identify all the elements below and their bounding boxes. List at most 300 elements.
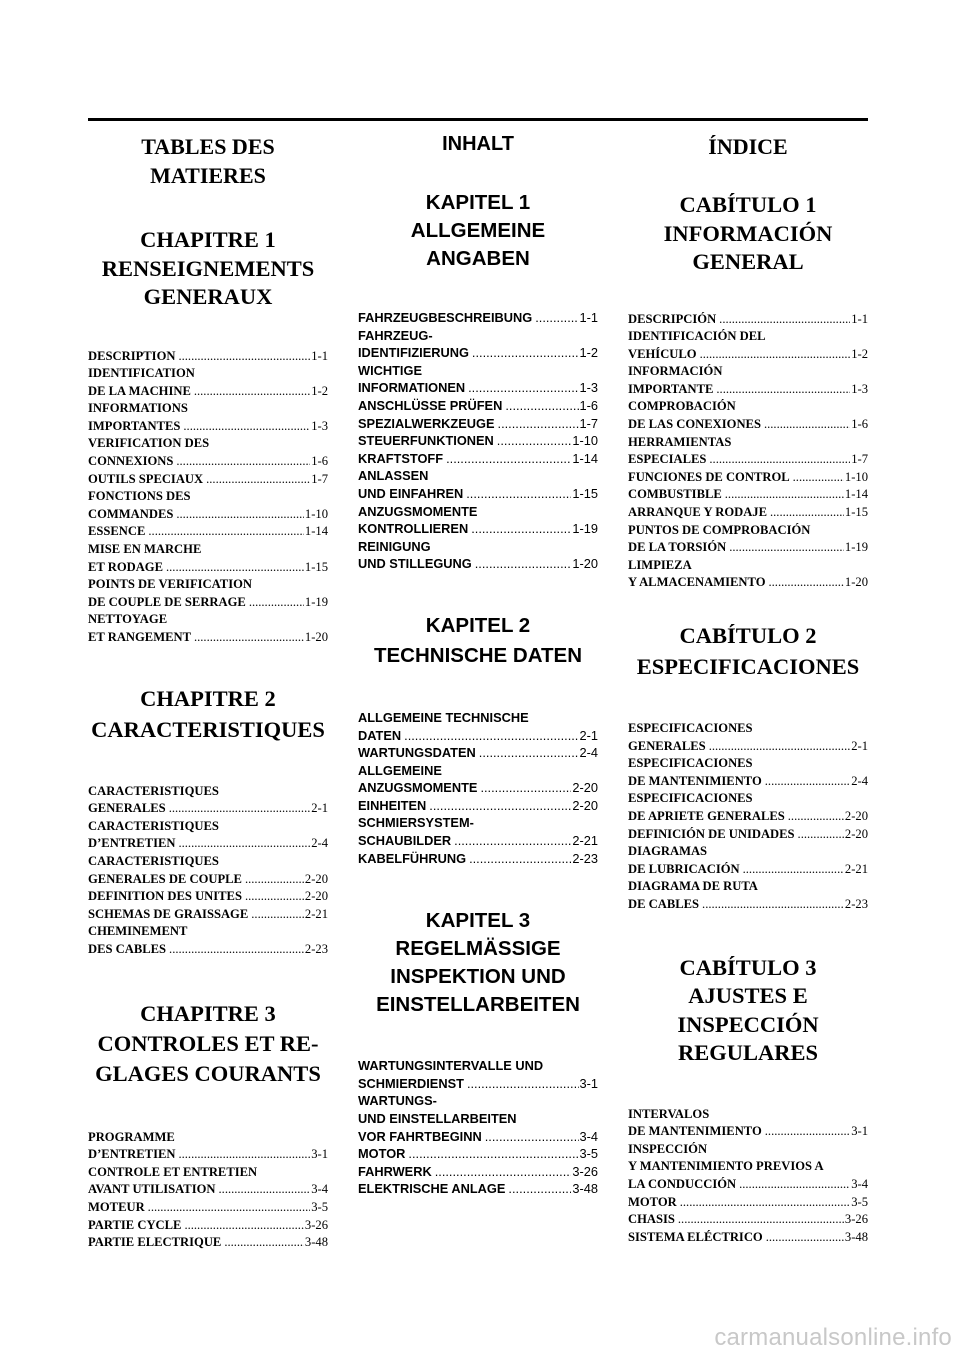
heading-line: CABÍTULO 3 bbox=[679, 954, 817, 980]
toc-entry[interactable] bbox=[628, 328, 868, 363]
leader-dots bbox=[178, 348, 310, 366]
entry-text: SPEZIALWERKZEUGE bbox=[358, 415, 495, 431]
chapter-2 bbox=[358, 611, 598, 867]
entry-text: CHEMINEMENT bbox=[88, 924, 188, 939]
leader-dots bbox=[245, 871, 304, 889]
entry-text: OUTILS SPECIAUX bbox=[88, 471, 204, 486]
page-number: 2-21 bbox=[844, 861, 868, 876]
leader-dots bbox=[739, 1176, 850, 1194]
page-number: 2-23 bbox=[572, 850, 598, 866]
toc-list bbox=[88, 348, 328, 647]
leader-dots bbox=[148, 523, 304, 541]
toc-entry[interactable] bbox=[628, 790, 868, 825]
toc-list bbox=[628, 311, 868, 593]
entry-text: SCHMIERDIENST bbox=[358, 1075, 464, 1091]
toc-entry[interactable] bbox=[358, 762, 598, 797]
page-number: 2-1 bbox=[851, 738, 868, 753]
toc-entry[interactable] bbox=[628, 486, 868, 504]
page-number: 3-48 bbox=[572, 1181, 598, 1197]
entry-text: PROGRAMME bbox=[88, 1129, 175, 1144]
entry-text: ANZUGSMOMENTE bbox=[358, 780, 478, 796]
page-number: 1-14 bbox=[304, 524, 328, 539]
toc-entry[interactable] bbox=[88, 1217, 328, 1235]
toc-entry[interactable] bbox=[628, 1229, 868, 1247]
page-number: 1-20 bbox=[844, 575, 868, 590]
leader-dots bbox=[700, 346, 851, 364]
toc-entry[interactable] bbox=[88, 1129, 328, 1164]
page-number: 1-3 bbox=[579, 380, 598, 396]
leader-dots bbox=[169, 800, 311, 818]
entry-text: PUNTOS DE COMPROBACIÓN bbox=[628, 522, 811, 537]
page-number: 1-20 bbox=[572, 556, 598, 572]
toc-entry[interactable] bbox=[88, 576, 328, 611]
leader-dots bbox=[166, 559, 304, 577]
leader-dots bbox=[702, 896, 844, 914]
toc-entry[interactable] bbox=[88, 1199, 328, 1217]
chapter-1 bbox=[88, 226, 328, 647]
toc-entry[interactable] bbox=[88, 906, 328, 924]
entry-text: INFORMATIONEN bbox=[358, 380, 466, 396]
chapter-3 bbox=[358, 907, 598, 1198]
entry-text: DE LA MACHINE bbox=[88, 383, 191, 398]
page-number: 1-6 bbox=[851, 417, 868, 432]
toc-entry[interactable] bbox=[628, 878, 868, 913]
leader-dots bbox=[184, 1217, 303, 1235]
page-number: 1-3 bbox=[311, 418, 328, 433]
toc-entry[interactable] bbox=[358, 327, 598, 362]
page-number: 1-2 bbox=[851, 346, 868, 361]
leader-dots bbox=[764, 416, 850, 434]
toc-entry[interactable] bbox=[358, 797, 598, 815]
toc-entry[interactable] bbox=[88, 888, 328, 906]
entry-text: GENERALES bbox=[628, 738, 706, 753]
toc-entry[interactable] bbox=[358, 450, 598, 468]
leader-dots bbox=[498, 415, 579, 433]
chapter-2 bbox=[88, 683, 328, 959]
toc-entry[interactable] bbox=[88, 1234, 328, 1252]
entry-text: SISTEMA ELÉCTRICO bbox=[628, 1229, 763, 1244]
leader-dots bbox=[194, 383, 310, 401]
page-number: 2-4 bbox=[311, 836, 328, 851]
heading-line: CARACTERISTIQUES bbox=[91, 716, 325, 742]
entry-text: LIMPIEZA bbox=[628, 557, 692, 572]
column-french bbox=[88, 126, 328, 1252]
leader-dots bbox=[468, 379, 578, 397]
entry-text: VERIFICATION DES bbox=[88, 436, 210, 451]
toc-entry[interactable] bbox=[88, 541, 328, 576]
heading-line: AJUSTES E bbox=[688, 983, 808, 1009]
leader-dots bbox=[716, 381, 850, 399]
page-number: 1-15 bbox=[304, 559, 328, 574]
leader-dots bbox=[472, 344, 579, 362]
heading-line: GENERAUX bbox=[143, 284, 273, 309]
entry-text: ESPECIFICACIONES bbox=[628, 721, 753, 735]
leader-dots bbox=[194, 629, 304, 647]
entry-text: STEUERFUNKTIONEN bbox=[358, 433, 494, 449]
page-number: 2-4 bbox=[851, 773, 868, 788]
chapter-heading bbox=[88, 226, 328, 312]
entry-text: CARACTERISTIQUES bbox=[88, 818, 219, 833]
leader-dots bbox=[793, 469, 844, 487]
page-number: 1-6 bbox=[311, 454, 328, 469]
entry-text: ALLGEMEINE TECHNISCHE bbox=[358, 709, 529, 725]
column-title bbox=[628, 132, 868, 161]
heading-line: GLAGES COURANTS bbox=[95, 1060, 321, 1086]
entry-text: LA CONDUCCIÓN bbox=[628, 1176, 737, 1191]
chapter-3 bbox=[628, 954, 868, 1247]
chapter-3 bbox=[88, 999, 328, 1252]
toc-list bbox=[628, 720, 868, 914]
toc-entry[interactable] bbox=[358, 1092, 598, 1145]
entry-text: FAHRWERK bbox=[358, 1163, 432, 1179]
page-number: 1-10 bbox=[572, 433, 598, 449]
entry-text: DE LAS CONEXIONES bbox=[628, 417, 761, 432]
heading-line: INFORMACIÓN bbox=[663, 220, 833, 246]
leader-dots bbox=[148, 1199, 311, 1217]
entry-text: FUNCIONES DE CONTROL bbox=[628, 469, 790, 484]
page-number: 1-2 bbox=[311, 383, 328, 398]
page-number: 3-4 bbox=[851, 1176, 868, 1191]
page-number: 2-1 bbox=[579, 727, 598, 743]
entry-text: WARTUNGS- bbox=[358, 1093, 437, 1109]
toc-entry[interactable] bbox=[628, 1211, 868, 1229]
toc-entry[interactable] bbox=[628, 720, 868, 755]
toc-entry[interactable] bbox=[358, 1163, 598, 1181]
entry-text: CONTROLE ET ENTRETIEN bbox=[88, 1164, 258, 1179]
page-number: 1-10 bbox=[304, 506, 328, 521]
entry-text: ARRANQUE Y RODAJE bbox=[628, 505, 767, 520]
toc-entry[interactable] bbox=[628, 522, 868, 557]
toc-entry[interactable] bbox=[628, 434, 868, 469]
heading-line: KAPITEL 2 bbox=[425, 613, 531, 637]
leader-dots bbox=[480, 779, 571, 797]
toc-entry[interactable] bbox=[88, 523, 328, 541]
entry-text: D’ENTRETIEN bbox=[88, 836, 176, 851]
toc-entry[interactable] bbox=[628, 843, 868, 878]
toc-entry[interactable] bbox=[628, 755, 868, 790]
leader-dots bbox=[766, 1229, 844, 1247]
page-number: 2-21 bbox=[572, 833, 598, 849]
leader-dots bbox=[719, 311, 850, 329]
toc-entry[interactable] bbox=[358, 503, 598, 538]
page-number: 1-15 bbox=[844, 505, 868, 520]
entry-text: Y ALMACENAMIENTO bbox=[628, 575, 766, 590]
chapter-heading bbox=[88, 999, 328, 1089]
toc-entry[interactable] bbox=[358, 1057, 598, 1092]
leader-dots bbox=[765, 773, 850, 791]
leader-dots bbox=[446, 450, 571, 468]
page-number: 3-4 bbox=[579, 1128, 598, 1144]
leader-dots bbox=[788, 808, 844, 826]
entry-text: ANSCHLÜSSE PRÜFEN bbox=[358, 397, 503, 413]
toc-list bbox=[628, 1106, 868, 1247]
entry-text: SCHMIERSYSTEM- bbox=[358, 815, 474, 831]
toc-list bbox=[88, 783, 328, 959]
toc-entry[interactable] bbox=[358, 744, 598, 762]
heading-line: CABÍTULO 1 bbox=[679, 192, 817, 217]
leader-dots bbox=[743, 861, 844, 879]
toc-entry[interactable] bbox=[88, 1164, 328, 1199]
chapter-2 bbox=[628, 620, 868, 914]
leader-dots bbox=[770, 504, 844, 522]
entry-text: ET RANGEMENT bbox=[88, 630, 191, 644]
toc-entry[interactable] bbox=[628, 826, 868, 844]
heading-line: KAPITEL 3 bbox=[425, 909, 531, 933]
heading-line: INSPEKTION UND bbox=[390, 965, 566, 989]
leader-dots bbox=[176, 453, 310, 471]
page-number: 1-7 bbox=[311, 471, 328, 486]
heading-line: GENERAL bbox=[692, 249, 804, 274]
heading-line: CONTROLES ET RE- bbox=[97, 1030, 319, 1056]
entry-text: MOTEUR bbox=[88, 1199, 145, 1214]
leader-dots bbox=[535, 309, 578, 327]
leader-dots bbox=[219, 1181, 311, 1199]
leader-dots bbox=[404, 727, 578, 745]
entry-text: ANZUGSMOMENTE bbox=[358, 503, 478, 519]
heading-line: EINSTELLARBEITEN bbox=[376, 993, 580, 1017]
entry-text: WARTUNGSDATEN bbox=[358, 745, 476, 761]
leader-dots bbox=[249, 594, 304, 612]
entry-text: COMMANDES bbox=[88, 506, 174, 521]
entry-text: ELEKTRISCHE ANLAGE bbox=[358, 1181, 506, 1197]
entry-text: DEFINICIÓN DE UNIDADES bbox=[628, 826, 795, 841]
toc-list bbox=[358, 309, 598, 573]
entry-text: EINHEITEN bbox=[358, 797, 427, 813]
page-number: 2-20 bbox=[304, 871, 328, 886]
leader-dots bbox=[765, 1123, 850, 1141]
entry-text: DEFINITION DES UNITES bbox=[88, 889, 242, 904]
chapter-heading bbox=[358, 189, 598, 273]
entry-text: SCHEMAS DE GRAISSAGE bbox=[88, 906, 249, 921]
page-number: 2-21 bbox=[304, 906, 328, 921]
entry-text: DE COUPLE DE SERRAGE bbox=[88, 594, 246, 609]
page-number: 1-1 bbox=[851, 311, 868, 326]
toc-entry[interactable] bbox=[88, 471, 328, 489]
leader-dots bbox=[224, 1234, 304, 1252]
page-number: 1-19 bbox=[844, 540, 868, 555]
leader-dots bbox=[467, 1075, 579, 1093]
toc-entry[interactable] bbox=[358, 814, 598, 849]
page-number: 2-20 bbox=[572, 780, 598, 796]
toc-entry[interactable] bbox=[358, 415, 598, 433]
entry-text: KRAFTSTOFF bbox=[358, 450, 444, 466]
heading-line: CABÍTULO 2 bbox=[679, 623, 817, 648]
chapter-heading bbox=[628, 191, 868, 277]
page-number: 3-48 bbox=[304, 1235, 328, 1250]
toc-entry[interactable] bbox=[628, 504, 868, 522]
leader-dots bbox=[176, 506, 304, 524]
entry-text: COMBUSTIBLE bbox=[628, 487, 722, 502]
page-number: 3-26 bbox=[304, 1217, 328, 1232]
leader-dots bbox=[471, 520, 571, 538]
column-spanish bbox=[628, 126, 868, 1246]
leader-dots bbox=[429, 797, 571, 815]
entry-text: UND STILLEGUNG bbox=[358, 556, 472, 572]
heading-line: CHAPITRE 1 bbox=[140, 227, 276, 252]
page-number: 1-14 bbox=[572, 450, 598, 466]
entry-text: INFORMATIONS bbox=[88, 401, 188, 416]
page-number: 1-14 bbox=[844, 487, 868, 502]
toc-entry[interactable] bbox=[88, 783, 328, 818]
entry-text: INTERVALOS bbox=[628, 1106, 710, 1121]
leader-dots bbox=[466, 485, 571, 503]
heading-line: CHAPITRE 2 bbox=[140, 685, 276, 711]
leader-dots bbox=[206, 471, 310, 489]
toc-list bbox=[88, 1129, 328, 1252]
entry-text: DE MANTENIMIENTO bbox=[628, 1124, 762, 1139]
toc-entry[interactable] bbox=[358, 362, 598, 397]
page-number: 1-15 bbox=[572, 485, 598, 501]
page-number: 2-20 bbox=[844, 826, 868, 841]
toc-entry[interactable] bbox=[628, 1106, 868, 1141]
leader-dots bbox=[680, 1194, 850, 1212]
page-number: 1-10 bbox=[844, 469, 868, 484]
leader-dots bbox=[725, 486, 844, 504]
toc-entry[interactable] bbox=[358, 467, 598, 502]
entry-text: MOTOR bbox=[358, 1146, 406, 1162]
entry-text: SCHAUBILDER bbox=[358, 833, 452, 849]
page-number: 2-1 bbox=[311, 801, 328, 816]
leader-dots bbox=[169, 941, 304, 959]
heading-line: TECHNISCHE DATEN bbox=[373, 643, 583, 667]
leader-dots bbox=[178, 1146, 310, 1164]
page-number: 3-5 bbox=[311, 1199, 328, 1214]
leader-dots bbox=[497, 432, 572, 450]
entry-text: GENERALES DE COUPLE bbox=[88, 871, 242, 886]
toc-entry[interactable] bbox=[358, 1145, 598, 1163]
chapter-heading bbox=[358, 907, 598, 1019]
page-number: 2-20 bbox=[304, 889, 328, 904]
entry-text: CHASIS bbox=[628, 1212, 675, 1227]
entry-text: WICHTIGE bbox=[358, 362, 422, 378]
toc-entry[interactable] bbox=[628, 311, 868, 329]
toc-entry[interactable] bbox=[628, 1194, 868, 1212]
entry-text: DES CABLES bbox=[88, 941, 167, 956]
entry-text: FAHRZEUG- bbox=[358, 327, 433, 343]
page-number: 1-1 bbox=[311, 348, 328, 363]
entry-text: DATEN bbox=[358, 727, 402, 743]
toc-entry[interactable] bbox=[628, 363, 868, 398]
entry-text: ESPECIFICACIONES bbox=[628, 791, 753, 806]
entry-text: KABELFÜHRUNG bbox=[358, 850, 467, 866]
entry-text: ESPECIALES bbox=[628, 452, 707, 467]
entry-text: KONTROLLIEREN bbox=[358, 521, 469, 537]
entry-text: AVANT UTILISATION bbox=[88, 1182, 216, 1197]
title-line: MATIERES bbox=[150, 163, 266, 188]
entry-text: DIAGRAMA DE RUTA bbox=[628, 879, 758, 894]
page-number: 2-20 bbox=[572, 797, 598, 813]
entry-text: REINIGUNG bbox=[358, 538, 431, 554]
leader-dots bbox=[505, 397, 578, 415]
entry-text: DE MANTENIMIENTO bbox=[628, 773, 762, 788]
entry-text: IMPORTANTE bbox=[628, 381, 714, 396]
toc-entry[interactable] bbox=[88, 400, 328, 435]
toc-entry[interactable] bbox=[358, 309, 598, 327]
page-number: 3-1 bbox=[311, 1147, 328, 1162]
entry-text: DE LA TORSIÓN bbox=[628, 540, 727, 555]
toc-entry[interactable] bbox=[358, 432, 598, 450]
toc-entry[interactable] bbox=[358, 850, 598, 868]
entry-text: VEHÍCULO bbox=[628, 346, 697, 361]
chapter-heading bbox=[88, 683, 328, 745]
entry-text: PARTIE CYCLE bbox=[88, 1217, 182, 1232]
page-number: 3-4 bbox=[311, 1182, 328, 1197]
entry-text: VOR FAHRTBEGINN bbox=[358, 1128, 482, 1144]
toc-entry[interactable] bbox=[88, 923, 328, 958]
entry-text: HERRAMIENTAS bbox=[628, 434, 732, 449]
toc-entry[interactable] bbox=[358, 1180, 598, 1198]
entry-text: ET RODAGE bbox=[88, 559, 163, 574]
entry-text: CARACTERISTIQUES bbox=[88, 853, 219, 868]
leader-dots bbox=[245, 888, 304, 906]
entry-text: DIAGRAMAS bbox=[628, 844, 708, 859]
page-number: 1-7 bbox=[851, 452, 868, 467]
toc-entry[interactable] bbox=[88, 435, 328, 470]
page-number: 1-19 bbox=[304, 594, 328, 609]
toc-entry[interactable] bbox=[358, 397, 598, 415]
toc-entry[interactable] bbox=[88, 488, 328, 523]
entry-text: IDENTIFICATION bbox=[88, 366, 195, 381]
chapter-heading bbox=[628, 620, 868, 682]
entry-text: IDENTIFICACIÓN DEL bbox=[628, 329, 766, 344]
leader-dots bbox=[183, 418, 310, 436]
heading-line: KAPITEL 1 bbox=[425, 191, 531, 214]
leader-dots bbox=[709, 451, 850, 469]
toc-entry[interactable] bbox=[358, 709, 598, 744]
leader-dots bbox=[729, 539, 844, 557]
chapter-1 bbox=[628, 191, 868, 592]
title-line: INHALT bbox=[442, 133, 514, 155]
page-number: 1-2 bbox=[579, 345, 598, 361]
heading-line: CHAPITRE 3 bbox=[140, 1000, 276, 1026]
toc-entry[interactable] bbox=[628, 469, 868, 487]
leader-dots bbox=[798, 826, 844, 844]
leader-dots bbox=[435, 1163, 572, 1181]
entry-text: PARTIE ELECTRIQUE bbox=[88, 1235, 222, 1250]
entry-text: FAHRZEUGBESCHREIBUNG bbox=[358, 310, 533, 325]
page-number: 1-20 bbox=[304, 630, 328, 644]
title-line: TABLES DES bbox=[141, 134, 275, 159]
chapter-heading bbox=[628, 954, 868, 1068]
toc-entry[interactable] bbox=[628, 398, 868, 433]
toc-entry[interactable] bbox=[88, 348, 328, 366]
toc-entry[interactable] bbox=[88, 853, 328, 888]
leader-dots bbox=[508, 1180, 571, 1198]
entry-text: IDENTIFIZIERUNG bbox=[358, 345, 469, 361]
toc-entry[interactable] bbox=[88, 365, 328, 400]
page-number: 2-4 bbox=[579, 745, 598, 761]
entry-text: ANLASSEN bbox=[358, 468, 429, 484]
entry-text: FONCTIONS DES bbox=[88, 489, 191, 504]
chapter-1 bbox=[358, 189, 598, 573]
entry-text: DESCRIPTION bbox=[88, 348, 176, 363]
entry-text: GENERALES bbox=[88, 801, 166, 816]
entry-text: CARACTERISTIQUES bbox=[88, 783, 219, 798]
column-title bbox=[358, 130, 598, 159]
entry-text: INSPECCIÓN bbox=[628, 1141, 708, 1156]
entry-text: DE CABLES bbox=[628, 896, 700, 911]
toc-entry[interactable] bbox=[88, 818, 328, 853]
entry-text: UND EINSTELLARBEITEN bbox=[358, 1111, 517, 1127]
toc-entry[interactable] bbox=[628, 1141, 868, 1194]
entry-text: WARTUNGSINTERVALLE UND bbox=[358, 1058, 544, 1074]
toc-entry[interactable] bbox=[88, 611, 328, 646]
toc-entry[interactable] bbox=[358, 538, 598, 573]
page-number: 3-26 bbox=[844, 1212, 868, 1227]
leader-dots bbox=[678, 1211, 844, 1229]
toc-entry[interactable] bbox=[628, 557, 868, 592]
entry-text: DE APRIETE GENERALES bbox=[628, 808, 785, 823]
